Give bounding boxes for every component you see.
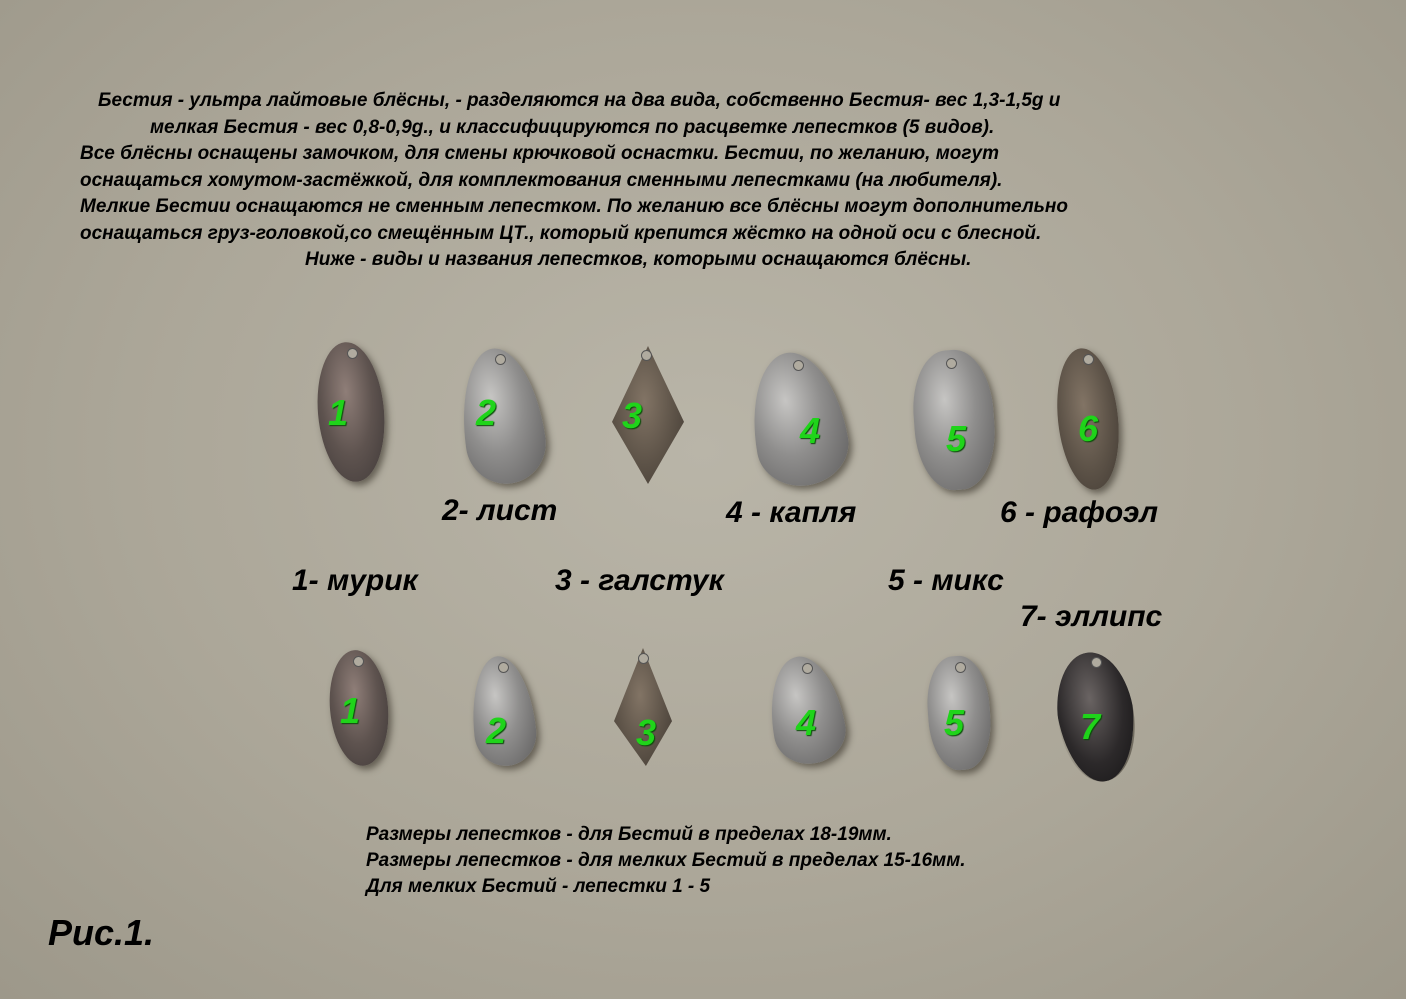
blade-number: 6 xyxy=(1078,408,1099,449)
blade-hole xyxy=(946,358,957,369)
blade-name-2: 2- лист xyxy=(442,494,558,527)
blade-number: 3 xyxy=(636,712,657,753)
blade-number: 5 xyxy=(944,702,965,743)
blade-top-1 xyxy=(312,339,390,484)
blade-name-7: 7- эллипс xyxy=(1020,600,1163,633)
blade-name-1: 1- мурик xyxy=(292,564,418,597)
blade-hole xyxy=(1083,354,1094,365)
blade-hole xyxy=(1091,657,1102,668)
size-notes xyxy=(366,822,966,900)
blade-name-6: 6 - рафоэл xyxy=(1000,496,1159,529)
blade-number: 4 xyxy=(800,410,821,451)
intro-line: Ниже - виды и названия лепестков, которыми оснащаются блёсны. xyxy=(305,249,972,270)
blade-number: 5 xyxy=(946,418,967,459)
blade-number: 2 xyxy=(476,392,497,433)
blade-hole xyxy=(353,656,364,667)
intro-line: мелкая Бестия - вес 0,8-0,9g., и классифицируются по расцветке лепестков (5 видов). xyxy=(150,116,995,138)
blade-number: 3 xyxy=(622,395,643,436)
intro-line: Мелкие Бестии оснащаются не сменным лепестком. По желанию все блёсны могут дополнительно xyxy=(80,196,1069,217)
blade-number: 4 xyxy=(796,702,817,743)
blade-hole xyxy=(641,350,652,361)
blade-hole xyxy=(638,653,649,664)
blade-hole xyxy=(495,354,506,365)
blade-top-2 xyxy=(453,343,551,489)
size-line: Размеры лепестков - для Бестий в пределах 18-19мм. xyxy=(366,824,892,845)
blade-hole xyxy=(802,663,813,674)
blade-hole xyxy=(793,360,804,371)
blade-hole xyxy=(347,348,358,359)
blade-hole xyxy=(498,662,509,673)
blade-name-3: 3 - галстук xyxy=(555,564,724,597)
figure-label: Рис.1. xyxy=(48,912,155,953)
intro-line: Все блёсны оснащены замочком, для смены крючковой оснастки. Бестии, по желанию, могут xyxy=(80,143,999,164)
size-line: Для мелких Бестий - лепестки 1 - 5 xyxy=(366,876,711,897)
intro-text xyxy=(80,88,1320,274)
intro-line: оснащаться хомутом-застёжкой, для комплектования сменными лепестками (на любителя). xyxy=(80,169,1003,191)
blade-name-5: 5 - микс xyxy=(888,564,1004,597)
intro-line: оснащаться груз-головкой,со смещённым ЦТ., который крепится жёстко на одной оси с блесной. xyxy=(80,222,1042,244)
blade-hole xyxy=(955,662,966,673)
blade-number: 1 xyxy=(328,392,349,433)
blade-number: 2 xyxy=(486,710,507,751)
blade-number: 7 xyxy=(1080,706,1101,747)
blade-number: 1 xyxy=(340,690,361,731)
size-line: Размеры лепестков - для мелких Бестий в пределах 15-16мм. xyxy=(366,850,966,871)
blade-name-4: 4 - капля xyxy=(726,496,857,529)
intro-line: Бестия - ультра лайтовые блёсны, - разделяются на два вида, собственно Бестия- вес 1,3-1,5g и xyxy=(98,90,1061,111)
